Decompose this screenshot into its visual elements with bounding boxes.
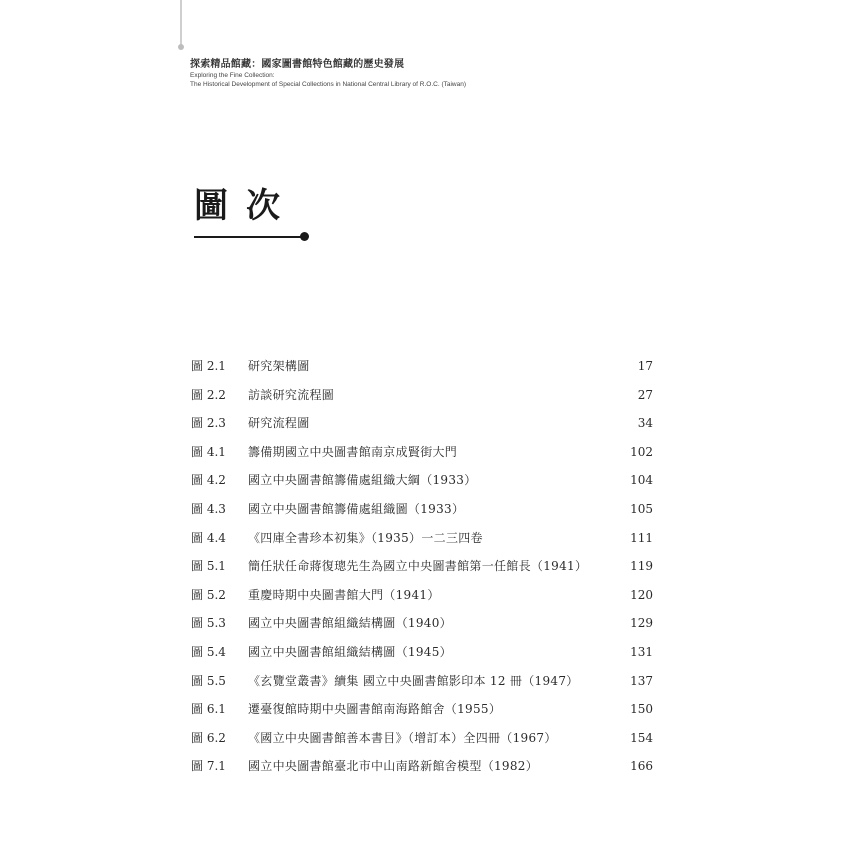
figure-caption: 《玄覽堂叢書》續集 國立中央圖書館影印本 12 冊（1947） xyxy=(248,673,579,688)
toc-entry[interactable] xyxy=(191,609,653,638)
page-number: 102 xyxy=(630,444,653,459)
figure-number: 圖 6.2 xyxy=(191,730,226,745)
figure-number: 圖 4.1 xyxy=(191,444,226,459)
margin-rule xyxy=(180,0,182,48)
section-title: 圖次 xyxy=(194,186,298,226)
running-header xyxy=(190,58,610,89)
list-of-figures xyxy=(191,352,653,781)
toc-entry[interactable] xyxy=(191,552,653,581)
toc-entry[interactable] xyxy=(191,667,653,696)
figure-caption: 國立中央圖書館組織結構圖（1945） xyxy=(248,644,452,659)
figure-caption: 國立中央圖書館籌備處組織大綱（1933） xyxy=(248,473,477,488)
figure-caption: 國立中央圖書館臺北市中山南路新館舍模型（1982） xyxy=(248,759,539,774)
figure-caption: 訪談研究流程圖 xyxy=(248,387,335,402)
margin-dot-icon xyxy=(178,44,184,50)
figure-number: 圖 2.2 xyxy=(191,387,226,402)
page-number: 154 xyxy=(630,730,653,745)
page-number: 137 xyxy=(630,673,653,688)
figure-number: 圖 4.4 xyxy=(191,530,226,545)
toc-entry[interactable] xyxy=(191,638,653,667)
toc-entry[interactable] xyxy=(191,409,653,438)
figure-number: 圖 2.3 xyxy=(191,416,226,431)
figure-number: 圖 2.1 xyxy=(191,359,226,373)
figure-caption: 《國立中央圖書館善本書目》（增訂本）全四冊（1967） xyxy=(248,730,557,745)
page-number: 104 xyxy=(630,473,653,488)
figure-caption: 簡任狀任命蔣復璁先生為國立中央圖書館第一任館長（1941） xyxy=(248,559,588,574)
toc-entry[interactable] xyxy=(191,352,653,381)
toc-entry[interactable] xyxy=(191,381,653,410)
toc-entry[interactable] xyxy=(191,724,653,753)
title-underline-dot-icon xyxy=(300,232,309,241)
page-number: 129 xyxy=(630,616,653,631)
figure-caption: 籌備期國立中央圖書館南京成賢街大門 xyxy=(248,444,458,459)
toc-entry[interactable] xyxy=(191,466,653,495)
toc-entry[interactable] xyxy=(191,581,653,610)
page-number: 120 xyxy=(630,587,653,602)
running-header-title-zh: 探索精品館藏：國家圖書館特色館藏的歷史發展 xyxy=(190,59,405,70)
figure-caption: 研究架構圖 xyxy=(248,359,310,373)
figure-caption: 國立中央圖書館籌備處組織圖（1933） xyxy=(248,501,465,516)
running-header-title-en-1: Exploring the Fine Collection: xyxy=(190,72,275,79)
page-number: 119 xyxy=(630,559,653,574)
page-number: 150 xyxy=(630,702,653,717)
toc-entry[interactable] xyxy=(191,438,653,467)
figure-number: 圖 5.1 xyxy=(191,559,226,574)
page-number: 111 xyxy=(630,530,653,545)
page-number: 105 xyxy=(630,501,653,516)
figure-caption: 《四庫全書珍本初集》（1935）一二三四卷 xyxy=(248,530,483,545)
page-number: 27 xyxy=(637,387,653,402)
toc-entry[interactable] xyxy=(191,495,653,524)
title-underline xyxy=(194,236,302,238)
figure-caption: 遷臺復館時期中央圖書館南海路館舍（1955） xyxy=(248,702,502,717)
running-header-title-en-2: The Historical Development of Special Collections in National Central Library of R.O.C. (Taiwan) xyxy=(190,80,467,88)
figure-caption: 研究流程圖 xyxy=(248,416,310,431)
toc-entry[interactable] xyxy=(191,524,653,553)
figure-number: 圖 5.5 xyxy=(191,673,226,688)
page-number: 166 xyxy=(630,759,653,774)
figure-caption: 國立中央圖書館組織結構圖（1940） xyxy=(248,616,452,631)
figure-number: 圖 7.1 xyxy=(191,759,226,774)
toc-entry[interactable] xyxy=(191,695,653,724)
page-number: 34 xyxy=(637,416,653,431)
page-number: 131 xyxy=(630,644,653,659)
figure-number: 圖 5.4 xyxy=(191,644,226,659)
figure-caption: 重慶時期中央圖書館大門（1941） xyxy=(248,587,440,602)
figure-number: 圖 4.3 xyxy=(191,501,226,516)
figure-number: 圖 6.1 xyxy=(191,702,226,717)
figure-number: 圖 5.3 xyxy=(191,616,226,631)
toc-entry[interactable] xyxy=(191,752,653,781)
page-number: 17 xyxy=(637,359,653,373)
figure-number: 圖 5.2 xyxy=(191,587,226,602)
figure-number: 圖 4.2 xyxy=(191,473,226,488)
